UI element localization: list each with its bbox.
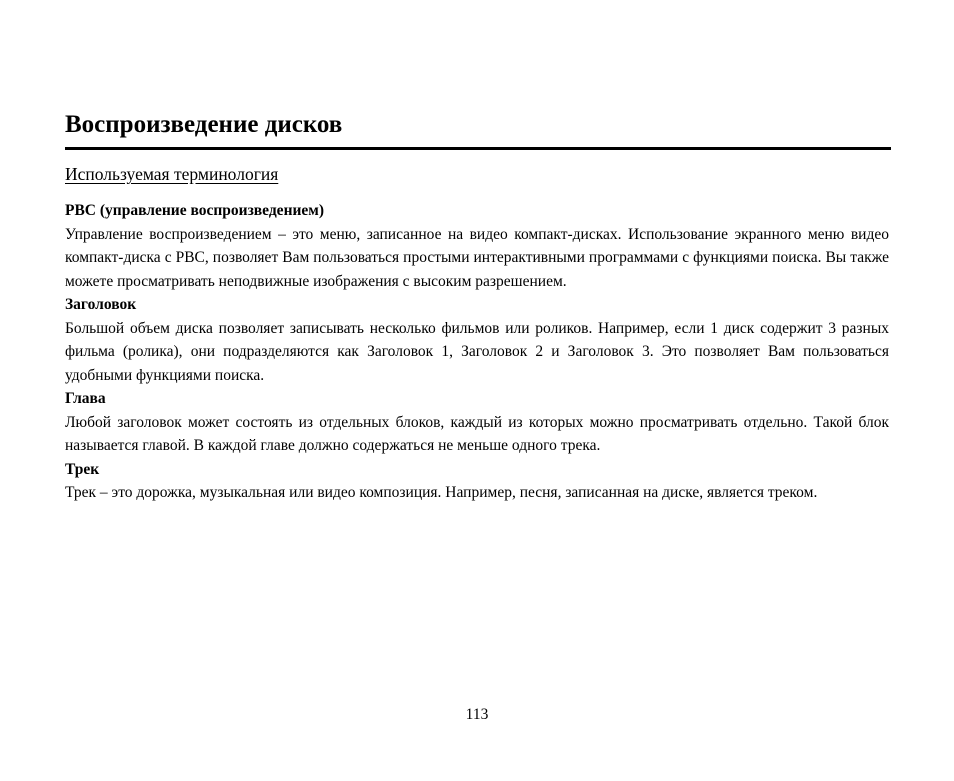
term-section-track: [65, 458, 889, 505]
term-description: Управление воспроизведением – это меню, записанное на видео компакт-дисках. Использование экранного меню видео компакт-диска с PBC, позволяет Вам пользоваться простыми интерактивными программами с функциями поиска. Вы также можете просматривать неподвижные изображения с высоким разрешением.: [65, 225, 889, 290]
term-heading: PBC (управление воспроизведением): [65, 202, 325, 219]
section-subtitle: Используемая терминология: [65, 164, 279, 184]
term-description: Большой объем диска позволяет записывать несколько фильмов или роликов. Например, если 1 диск содержит 3 разных фильма (ролика), они подразделяются как Заголовок 1, Заголовок 2 и Заголовок 3. Это позволяет Вам пользоваться удобными функциями поиска.: [65, 319, 889, 384]
term-heading: Трек: [65, 460, 100, 478]
term-section-pbc: [65, 199, 889, 293]
page-title: Воспроизведение дисков: [65, 111, 343, 138]
page-number: 113: [465, 706, 489, 723]
term-section-chapter: [65, 387, 889, 458]
term-description: Трек – это дорожка, музыкальная или видео композиция. Например, песня, записанная на диске, является треком.: [65, 484, 818, 501]
term-heading: Заголовок: [65, 296, 137, 313]
term-description: Любой заголовок может состоять из отдельных блоков, каждый из которых можно просматривать отдельно. Такой блок называется главой. В каждой главе должно содержаться не меньше одного трека.: [65, 413, 889, 454]
document-page: [65, 0, 889, 781]
title-divider: [65, 147, 891, 150]
term-heading: Глава: [65, 390, 106, 407]
term-section-title: [65, 293, 889, 387]
terminology-list: [65, 199, 889, 505]
